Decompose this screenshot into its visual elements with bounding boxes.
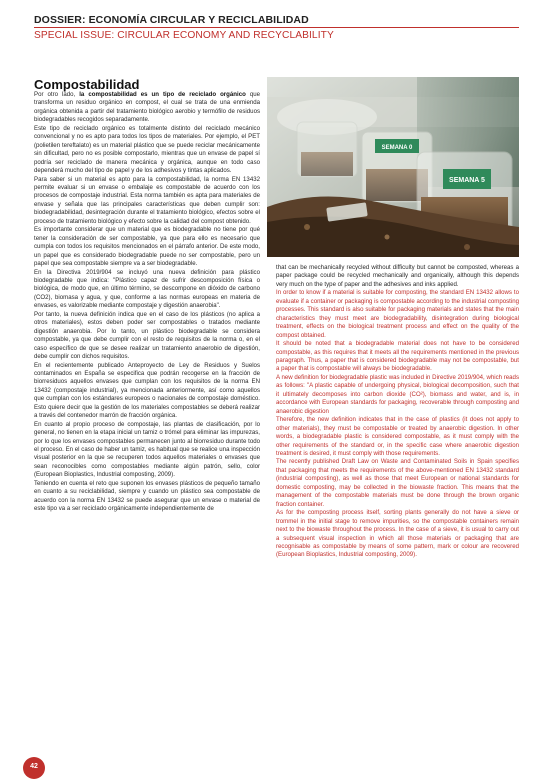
- paragraph: The recently published Draft Law on Waste and Contaminated Soils in Spain specifies that packaging that meets the requirements of the above-mentioned EN 13432 standard (industrial composting), as well as those that meet European or national standards for domestic composting, may be collected in the biowaste fraction. This means that the management of the compostable materials must be done through the brown organic fraction container.: [276, 458, 519, 508]
- paragraph: En el recientemente publicado Anteproyecto de Ley de Residuos y Suelos contaminados en España se especifica que podrán recogerse en la fracción de biorresiduos aquellos envases que cumplan con los requisitos de la norma EN 13432 (compostaje industrial), ya mencionada anteriormente, así como aquellos que cumplan con los estándares europeos o nacionales de compostaje doméstico. Esto quiere decir que la gestión de los materiales compostables se deberá realizar a través del contenedor marrón de fracción orgánica.: [34, 361, 260, 420]
- paragraph: In order to know if a material is suitable for composting, the standard EN 13432 allows to evaluate if a container or packaging is compostable according to the industrial composting processes. This standard is also suitable for packaging materials and states that the main characteristics they must meet are biodegradability, disintegration during biological treatment, effects on the biological treatment process and effect on the quality of the compost obtained.: [276, 289, 519, 339]
- special-issue-header: SPECIAL ISSUE: CIRCULAR ECONOMY AND RECYCLABILITY: [34, 30, 334, 41]
- paragraph: Este tipo de reciclado orgánico es totalmente distinto del reciclado mecánico convencional y no es apto para todos los tipos de materiales. Por ejemplo, el PET (polietilen tereftalato) es un material plástico que se puede reciclar mecánicamente sin dificultad, pero no es posible compostarlo, mientras que un envase de papel sí podría ser reciclado de manera mecánica y orgánica, aunque en todo caso dependerá mucho del tipo de papel y de los adhesivos y tintas aplicados.: [34, 124, 260, 175]
- english-column: [276, 264, 519, 734]
- jar-label: SEMANA 0: [381, 145, 413, 151]
- paragraph-bold: la compostabilidad es un tipo de reciclado orgánico: [79, 91, 246, 98]
- compost-photo: [267, 77, 519, 257]
- paragraph: En la Directiva 2019/904 se incluyó una nueva definición para plástico biodegradable que indica: "Plástico capaz de sufrir descomposición física o biológica, de modo que, en último término, se descompone en dióxido de carbono (CO2), biomasa y agua, y que, conforme a las normas europeas en materia de envases, es valorizable mediante compostaje y digestión anaerobia".: [34, 268, 260, 310]
- page-number: 42: [23, 757, 45, 779]
- paragraph: Para saber si un material es apto para la compostabilidad, la norma EN 13432 permite evaluar si un envase o embalaje es compostable de acuerdo con los procesos de compostaje industrial. Esta norma también es apta para materiales de envase y señala que las principales características que deben cumplir son: biodegradabilidad, desintegración durante el tratamiento biológico, efectos sobre el proceso de tratamiento biológico y efecto sobre la calidad del compost obtenido.: [34, 175, 260, 225]
- paragraph: A new definition for biodegradable plastic was included in Directive 2019/904, which reads as follows: "A plastic capable of undergoing physical, biological decomposition, such that it ultimately decomposes into carbon dioxide (CO²), biomass and water, and is, in accordance with European standards for packaging, recoverable through composting and anaerobic digestion: [276, 373, 519, 415]
- header-divider: [34, 27, 519, 28]
- paragraph: Por tanto, la nueva definición indica que en el caso de los plásticos (no aplica a otros materiales), estos deben poder ser compostables o tratados mediante digestión anaerobia. Por lo tanto, un plástico biodegradable se considera compostable, ya que debe cumplir con el resto de requisitos de la norma o, en el caso específico de que se desee realizar un tratamiento anaerobio de digestión, debe cumplir con dichos requisitos.: [34, 310, 260, 361]
- paragraph: Therefore, the new definition indicates that in the case of plastics (it does not apply to other materials), they must be compostable or treated by anaerobic digestion. In other words, a biodegradable plastic is considered compostable, as it must comply with the other requirements of the standard or, in the specific case where anaerobic digestion treatment is desired, it must comply with those requirements.: [276, 416, 519, 457]
- paragraph-rest: que transforma un residuo orgánico en compost, el cual se trata de una enmienda orgánica obtenida a partir del tratamiento biológico aerobio y termófilo de residuos biodegradables recogidos separadamente.: [34, 91, 260, 124]
- paragraph: En cuanto al propio proceso de compostaje, las plantas de clasificación, por lo general, no tienen en la etapa inicial un tamiz o trómel para eliminar las impurezas, por lo que los envases compostables permanecen junto al biorresiduo durante todo el proceso. En el caso de haber un tamiz, es habitual que se realice una inspección visual posterior en la que se recuperen todos aquellos materiales o envases que sean reconocibles como compostables mediante algún patrón, sello, color (European Bioplastics, Industrial composting, 2009).: [34, 420, 260, 479]
- paragraph: Es importante considerar que un material que es biodegradable no tiene por qué tener la consideración de ser compostable, ya que para ello es necesario que cumpla con todos los requisitos mencionados en el párrafo anterior. De este modo, un papel que es considerado biodegradable puede no ser compostable, pero un papel que sea compostable siempre va a ser biodegradable.: [34, 226, 260, 268]
- paragraph: [34, 91, 260, 125]
- paragraph: It should be noted that a biodegradable material does not have to be considered compostable, as this requires that it meets all the requirements mentioned in the previous paragraph. Thus, a paper that is considered biodegradable may not be compostable, but a paper that is compostable will always be biodegradable.: [276, 340, 519, 373]
- compost-photo-illustration: [267, 77, 519, 257]
- paragraph: As for the composting process itself, sorting plants generally do not have a sieve or trommel in the initial stage to remove impurities, so the compostable containers remain next to the biowaste throughout the process. In the case of a sieve, it is usual to carry out a subsequent visual inspection in which all those materials or packaging that are recognisable as compostable by means of some pattern, mark or colour are recovered (European Bioplastics, Industrial composting, 2009).: [276, 509, 519, 559]
- paragraph: that can be mechanically recycled without difficulty but cannot be composted, whereas a paper package could be recycled mechanically and organically, although this depends very much on the type of paper and the adhesives and inks applied.: [276, 264, 519, 288]
- spanish-column: [34, 91, 260, 731]
- jar-label: SEMANA 5: [449, 177, 485, 184]
- dossier-header: DOSSIER: ECONOMÍA CIRCULAR Y RECICLABILIDAD: [34, 14, 309, 26]
- paragraph-lead: Por otro lado,: [34, 91, 80, 98]
- section-title: Compostabilidad: [34, 77, 140, 92]
- paragraph: Teniendo en cuenta el reto que suponen los envases plásticos de pequeño tamaño en cuanto a su reciclabilidad, siempre y cuando un plástico sea compostable de acuerdo con la norma EN 13432 se puede asegurar que un envase o material de este tipo va a ser reciclado orgánicamente independientemente de: [34, 479, 260, 513]
